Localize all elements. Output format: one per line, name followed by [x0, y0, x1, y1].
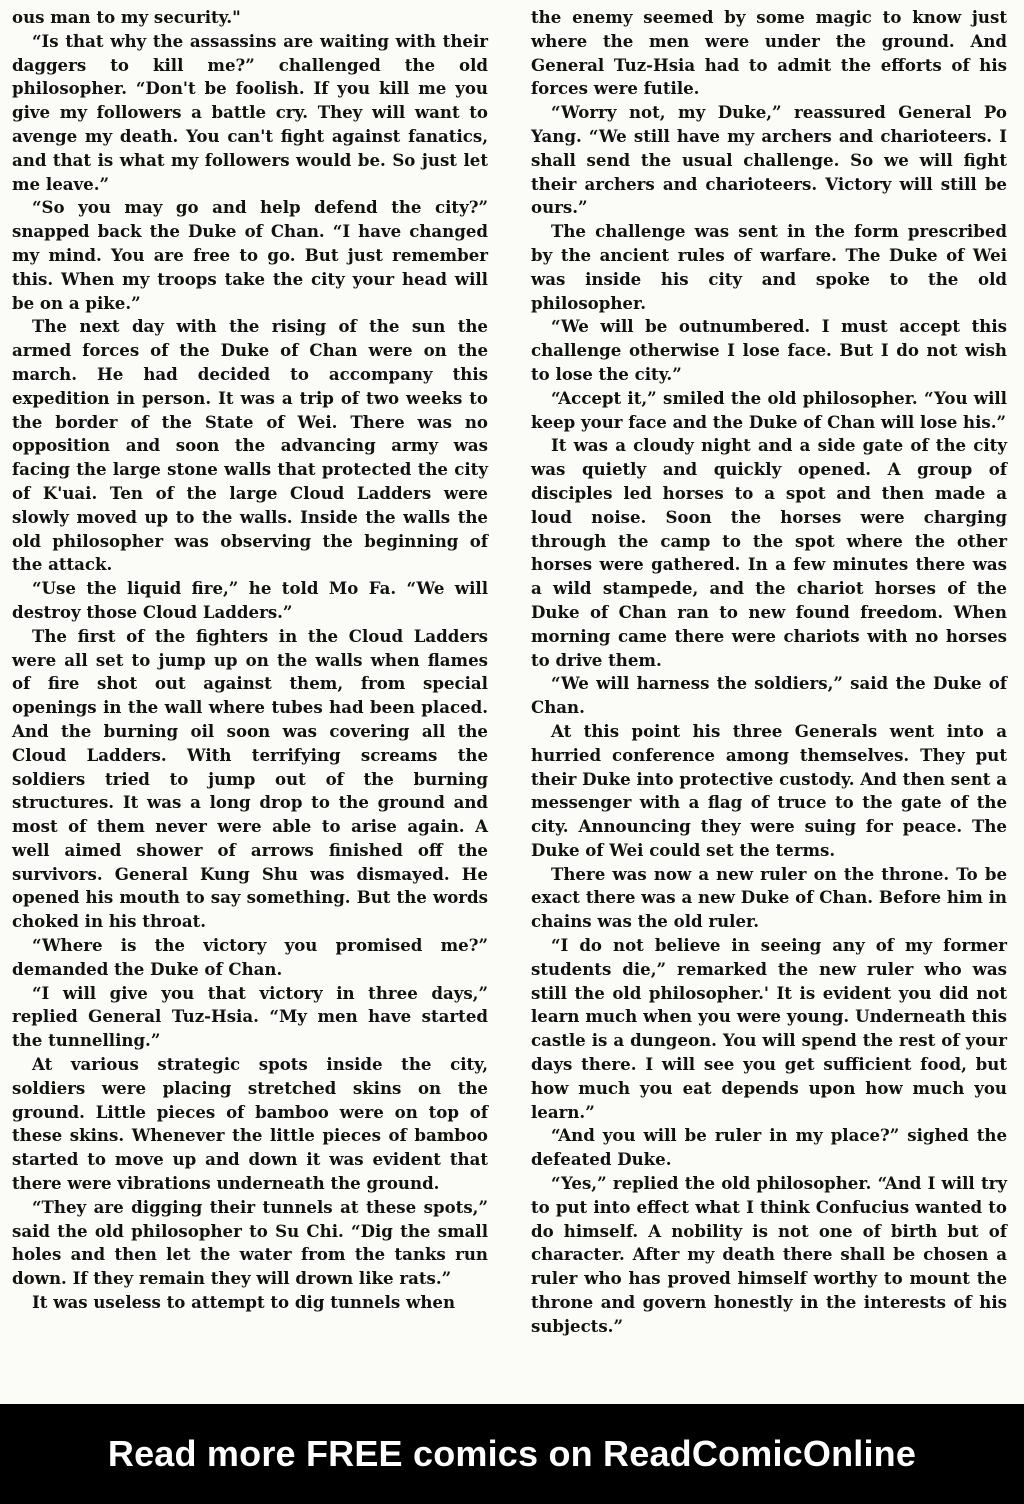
paragraph: The next day with the rising of the sun the armed forces of the Duke of Chan were on the march. He had decided to accompany this expedition in person. It was a trip of two weeks to the border of the State of Wei. There was no opposition and soon the advancing army was facing the large stone walls that protected the city of K'uai. Ten of the large Cloud Ladders were slowly moved up to the walls. Inside the walls the old philosopher was observing the beginning of the attack.: [12, 316, 488, 575]
text-column-right: [531, 6, 1007, 1339]
text-column-left: [12, 6, 488, 1315]
promo-banner[interactable]: [0, 1404, 1024, 1504]
paragraph: “They are digging their tunnels at these spots,” said the old philosopher to Su Chi. “Dig the small holes and then let the water from the tanks run down. If they remain they will drown like rats.”: [12, 1196, 488, 1289]
paragraph: “We will be outnumbered. I must accept this challenge otherwise I lose face. But I do not wish to lose the city.”: [531, 316, 1007, 384]
paragraph: “I will give you that victory in three days,” replied General Tuz-Hsia. “My men have started the tunnelling.”: [12, 982, 488, 1051]
paragraph: the enemy seemed by some magic to know just where the men were under the ground. And General Tuz-Hsia had to admit the efforts of his forces were futile.: [531, 7, 1007, 99]
paragraph: It was a cloudy night and a side gate of the city was quietly and quickly opened. A group of disciples led horses to a spot and then made a loud noise. Soon the horses were charging through the camp to the spot where the other horses were gathered. In a few minutes there was a wild stampede, and the chariot horses of the Duke of Chan ran to new found freedom. When morning came there were chariots with no horses to drive them.: [531, 435, 1007, 670]
paragraph: ous man to my security.": [12, 7, 241, 27]
paragraph: “Yes,” replied the old philosopher. “And I will try to put into effect what I think Confucius wanted to do himself. A nobility is not one of birth but of character. After my death there shall be chosen a ruler who has proved himself worthy to mount the throne and govern honestly in the interests of his subjects.”: [531, 1173, 1007, 1336]
paragraph: The challenge was sent in the form prescribed by the ancient rules of warfare. The Duke of Wei was inside his city and spoke to the old philosopher.: [531, 221, 1007, 313]
paragraph: “And you will be ruler in my place?” sighed the defeated Duke.: [531, 1125, 1007, 1170]
paragraph: “I do not believe in seeing any of my former students die,” remarked the new ruler who was still the old philosopher.' It is evident you did not learn much when you were young. Underneath this castle is a dungeon. You will spend the rest of your days there. I will see you get sufficient food, but how much you eat depends upon how much you learn.”: [531, 935, 1007, 1122]
promo-banner-text[interactable]: Read more FREE comics on ReadComicOnline: [107, 1433, 917, 1474]
paragraph: “Where is the victory you promised me?” demanded the Duke of Chan.: [12, 935, 488, 979]
paragraph: At various strategic spots inside the city, soldiers were placing stretched skins on the ground. Little pieces of bamboo were on top of these skins. Whenever the little pieces of bamboo started to move up and down it was evident that there were vibrations underneath the ground.: [12, 1054, 488, 1194]
paragraph: At this point his three Generals went into a hurried conference among themselves. They put their Duke into protective custody. And then sent a messenger with a flag of truce to the gate of the city. Announcing they were suing for peace. The Duke of Wei could set the terms.: [531, 720, 1007, 860]
paragraph: There was now a new ruler on the throne. To be exact there was a new Duke of Chan. Before him in chains was the old ruler.: [531, 863, 1007, 932]
paragraph: It was useless to attempt to dig tunnels when: [32, 1292, 456, 1313]
paragraph: “So you may go and help defend the city?” snapped back the Duke of Chan. “I have changed my mind. You are free to go. But just remember this. When my troops take the city your head will be on a pike.”: [12, 197, 488, 313]
paragraph: “Is that why the assassins are waiting with their daggers to kill me?” challenged the old philosopher. “Don't be foolish. If you kill me you give my followers a battle cry. They will want to avenge my death. You can't fight against fanatics, and that is what my followers would be. So just let me leave.”: [12, 30, 488, 194]
paragraph: “Accept it,” smiled the old philosopher. “You will keep your face and the Duke of Chan will lose his.”: [531, 387, 1007, 432]
paragraph: “We will harness the soldiers,” said the Duke of Chan.: [531, 673, 1007, 718]
paragraph: The first of the fighters in the Cloud Ladders were all set to jump up on the walls when flames of fire shot out against them, from special openings in the wall where tubes had been placed. And the burning oil soon was covering all the Cloud Ladders. With terrifying screams the soldiers tried to jump out of the burning structures. It was a long drop to the ground and most of them never were able to arise again. A well aimed shower of arrows finished off the survivors. General Kung Shu was dismayed. He opened his mouth to say something. But the words choked in his throat.: [12, 625, 488, 932]
paragraph: “Worry not, my Duke,” reassured General Po Yang. “We still have my archers and charioteers. I shall send the usual challenge. So we will fight their archers and charioteers. Victory will still be ours.”: [531, 102, 1007, 218]
paragraph: “Use the liquid fire,” he told Mo Fa. “We will destroy those Cloud Ladders.”: [12, 578, 488, 622]
